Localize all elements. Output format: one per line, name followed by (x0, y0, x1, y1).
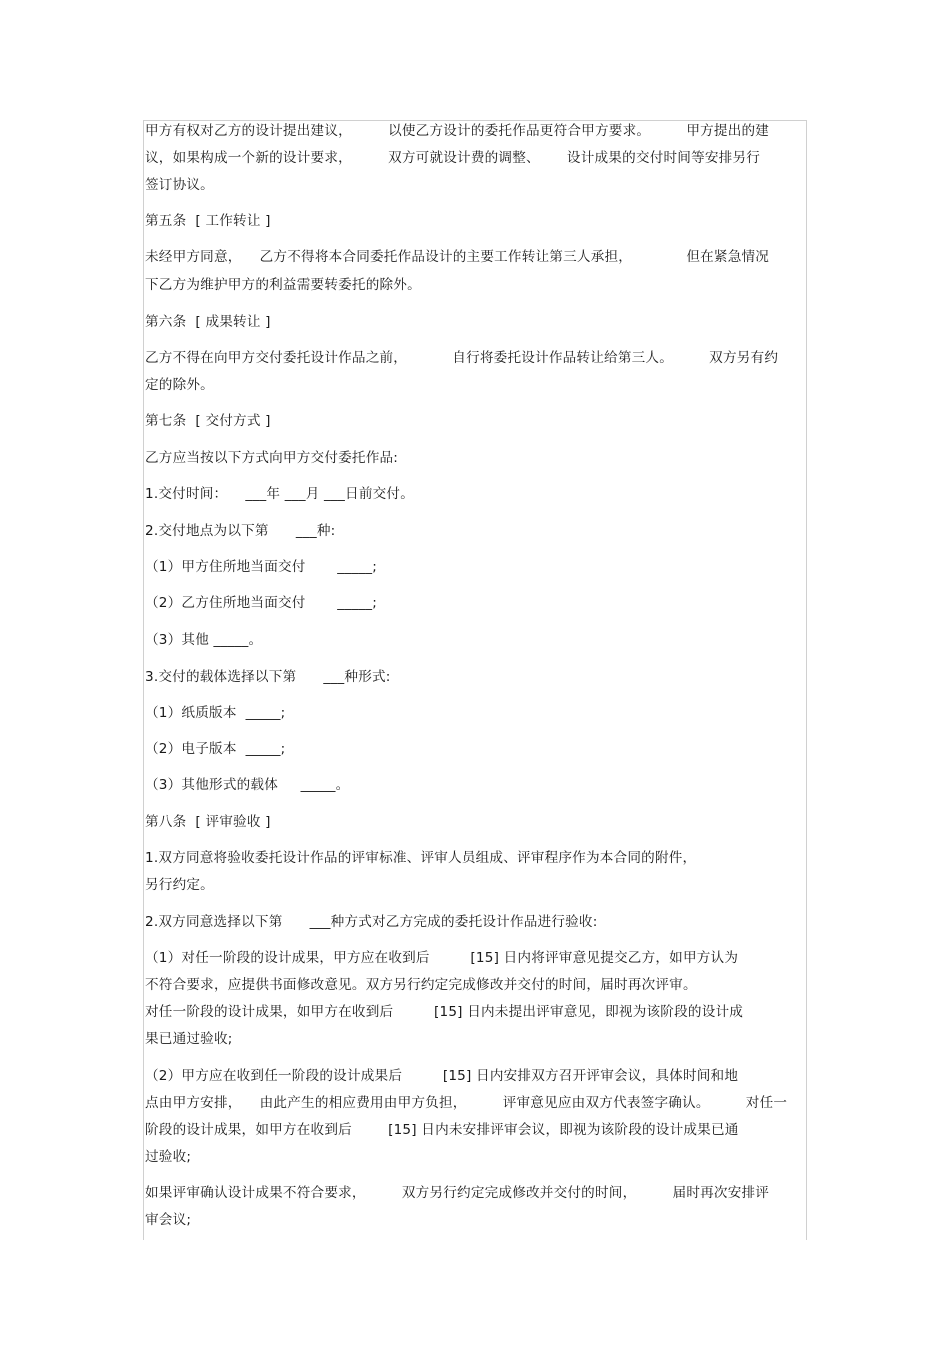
option-line: （2）电子版本 _____; (145, 741, 286, 757)
option-line: （1）对任一阶段的设计成果，甲方应在收到后 [15] 日内将评审意见提交乙方，如甲方认为 (145, 950, 739, 966)
text-line: 3.交付的载体选择以下第 ___种形式: (145, 669, 391, 685)
article-heading: 第五条 [ 工作转让 ] (145, 213, 271, 229)
text-line: 定的除外。 (145, 377, 214, 393)
text-line: 如果评审确认设计成果不符合要求， 双方另行约定完成修改并交付的时间， 届时再次安排评 (145, 1185, 770, 1201)
text-line: 不符合要求，应提供书面修改意见。双方另行约定完成修改并交付的时间，届时再次评审。 (145, 977, 697, 993)
article-heading: 第七条 [ 交付方式 ] (145, 413, 271, 429)
text-line: 签订协议。 (145, 177, 214, 193)
option-line: （2）乙方住所地当面交付 _____; (145, 595, 377, 611)
option-line: （3）其他 _____。 (145, 632, 263, 648)
page-frame-top (143, 120, 807, 121)
page-frame-right (806, 120, 807, 1240)
text-line: 1.双方同意将验收委托设计作品的评审标准、评审人员组成、评审程序作为本合同的附件， (145, 850, 697, 866)
text-line: 2.交付地点为以下第 ___种: (145, 523, 336, 539)
text-line: 下乙方为维护甲方的利益需要转委托的除外。 (145, 277, 421, 293)
text-line: 未经甲方同意， 乙方不得将本合同委托作品设计的主要工作转让第三人承担， 但在紧急情况 (145, 249, 770, 265)
option-line: （1）甲方住所地当面交付 _____; (145, 559, 377, 575)
text-line: 另行约定。 (145, 877, 214, 893)
text-line: 果已通过验收; (145, 1031, 233, 1047)
text-line: 过验收; (145, 1149, 192, 1165)
text-line: 甲方有权对乙方的设计提出建议， 以使乙方设计的委托作品更符合甲方要求。 甲方提出的建 (145, 123, 770, 139)
option-line: （1）纸质版本 _____; (145, 705, 286, 721)
text-line: 审会议; (145, 1212, 192, 1228)
text-line: 1.交付时间： ___年 ___月 ___日前交付。 (145, 486, 414, 502)
option-line: （2）甲方应在收到任一阶段的设计成果后 [15] 日内安排双方召开评审会议，具体时间和地 (145, 1068, 739, 1084)
text-line: 议，如果构成一个新的设计要求， 双方可就设计费的调整、 设计成果的交付时间等安排另行 (145, 150, 761, 166)
text-line: 点由甲方安排， 由此产生的相应费用由甲方负担， 评审意见应由双方代表签字确认。 对任一 (145, 1095, 788, 1111)
text-line: 对任一阶段的设计成果，如甲方在收到后 [15] 日内未提出评审意见，即视为该阶段的设计成 (145, 1004, 744, 1020)
option-line: （3）其他形式的载体 _____。 (145, 777, 350, 793)
page-frame-left (143, 120, 144, 1240)
text-line: 2.双方同意选择以下第 ___种方式对乙方完成的委托设计作品进行验收: (145, 914, 598, 930)
text-line: 乙方不得在向甲方交付委托设计作品之前， 自行将委托设计作品转让给第三人。 双方另有约 (145, 350, 779, 366)
article-heading: 第八条 [ 评审验收 ] (145, 814, 271, 830)
text-line: 乙方应当按以下方式向甲方交付委托作品: (145, 450, 399, 466)
article-heading: 第六条 [ 成果转让 ] (145, 314, 271, 330)
text-line: 阶段的设计成果，如甲方在收到后 [15] 日内未安排评审会议，即视为该阶段的设计成果已通 (145, 1122, 739, 1138)
